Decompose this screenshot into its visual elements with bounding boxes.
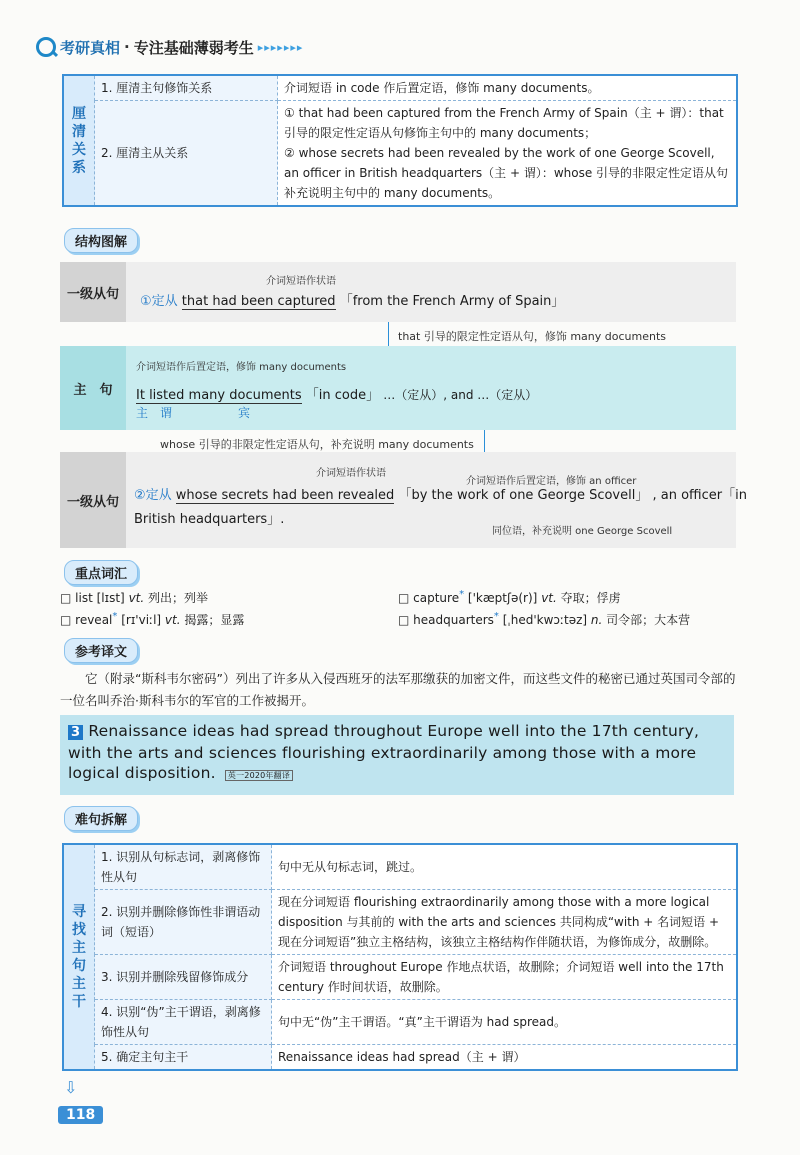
band-1-body [126, 262, 736, 322]
vocab-star-reveal: * [112, 611, 118, 622]
relation-side-label: 厘 清 关 系 [63, 75, 95, 206]
vocab-phon-headquarters: [ˌhed'kwɔːtəz] [502, 613, 588, 627]
analysis-row-1-content: 句中无从句标志词，跳过。 [272, 844, 738, 890]
band-3-body [126, 452, 747, 548]
vocab-item-capture: □ capture* ['kæptʃə(r)] vt. 夺取；俘虏 [398, 589, 621, 605]
relation-row-2-content [278, 101, 738, 207]
vocab-star-headquarters: * [493, 611, 499, 622]
vocab-pos-capture: vt. [541, 591, 557, 605]
vocab-item-reveal: □ reveal* [rɪ'viːl] vt. 揭露；显露 [60, 611, 245, 627]
band-3-level: 一级从句 [60, 452, 126, 548]
structure-band-3 [60, 452, 747, 548]
header-tagline: 专注基础薄弱考生 [133, 38, 254, 57]
analysis-row-4-content: 句中无“伪”主干谓语。“真”主干谓语为 had spread。 [272, 1000, 738, 1045]
sentence-3-text: Renaissance ideas had spread throughout Europe well into the 17th century, with the arts and sciences flourishing extraordinarily among those with a more logical disposition. [68, 722, 700, 782]
band-3-bracket-1: 「by the work of one George Scovell」 [398, 488, 649, 503]
connector-note-2: whose 引导的非限定性定语从句，补充说明 many documents [160, 438, 474, 451]
analysis-row-5-content: Renaissance ideas had spread（主 + 谓） [272, 1045, 738, 1071]
analysis-side-label: 寻 找 主 句 主 干 [63, 844, 95, 1070]
band-1-bracket: 「from the French Army of Spain」 [339, 294, 565, 309]
sentence-3-source: 英一2020年翻译 [225, 770, 293, 781]
vocab-star-capture: * [459, 589, 465, 600]
vocab-word-capture: capture [413, 591, 460, 605]
translation-badge: 参考译文 [64, 638, 138, 663]
page-number: 118 [58, 1106, 103, 1124]
band-3-marker: ②定从 [134, 488, 172, 503]
band-2-tail: …（定从）, and …（定从） [383, 388, 538, 402]
band-3-sentence [134, 484, 747, 503]
band-2-predicate-label: 谓 [160, 406, 173, 420]
analysis-row-3-label: 3. 识别并删除残留修饰成分 [95, 955, 272, 1000]
band-2-main-clause: It listed many documents [136, 388, 302, 403]
page-header [36, 34, 303, 60]
vocab-word-headquarters: headquarters [413, 613, 494, 627]
band-2-sentence [136, 384, 537, 403]
vocab-phon-list: [lɪst] [96, 591, 125, 605]
vocab-def-headquarters: 司令部；大本营 [606, 613, 691, 627]
band-1-sentence [140, 290, 564, 309]
vocab-pos-reveal: vt. [164, 613, 181, 627]
band-1-marker: ①定从 [140, 294, 178, 309]
vocab-def-reveal: 揭露；显露 [184, 613, 245, 627]
band-1-clause: that had been captured [181, 294, 336, 309]
relation-row-2-part-1: ① that had been captured from the French Army of Spain（主 + 谓）：that 引导的限定性定语从句修饰主句中的 many documents； [284, 106, 724, 140]
vocab-def-list: 列出；列举 [148, 591, 209, 605]
search-logo-icon [36, 37, 56, 57]
sentence-3-number: 3 [68, 725, 83, 740]
analysis-row-2-content: 现在分词短语 flourishing extraordinarily among those with a more logical disposition 与其前的 with the arts and sciences 共同构成“with + 名词短语 + 现在分词短语”独立主格结构，该独立主格结构作伴随状语，为修饰成分，故删除。 [272, 890, 738, 955]
vocab-item-headquarters: □ headquarters* [ˌhed'kwɔːtəz] n. 司令部；大本营 [398, 611, 691, 627]
analysis-row-2-label: 2. 识别并删除修饰性非谓语动词（短语） [95, 890, 272, 955]
analysis-badge: 难句拆解 [64, 806, 138, 831]
band-2-object-label: 宾 [238, 406, 251, 420]
connector-line-2 [484, 430, 485, 452]
analysis-row-4-label: 4. 识别“伪”主干谓语，剥离修饰性从句 [95, 1000, 272, 1045]
connector-note-1: that 引导的限定性定语从句，修饰 many documents [398, 330, 666, 343]
sentence-3-box [60, 715, 734, 795]
relation-row-1-content: 介词短语 in code 作后置定语，修饰 many documents。 [278, 75, 738, 101]
down-arrow-icon: ⇩ [64, 1078, 78, 1097]
band-3-mid: , an officer「in [652, 488, 747, 503]
band-2-body [126, 346, 736, 430]
band-3-note-1: 介词短语作状语 [316, 468, 386, 479]
vocab-phon-reveal: [rɪ'viːl] [121, 613, 162, 627]
vocab-def-capture: 夺取；俘虏 [560, 591, 621, 605]
band-3-clause: whose secrets had been revealed [175, 488, 395, 503]
vocab-pos-headquarters: n. [590, 613, 603, 627]
band-2-bracket: 「in code」 [305, 388, 380, 403]
band-2-level: 主 句 [60, 346, 126, 430]
structure-band-1 [60, 262, 736, 322]
relation-table [62, 74, 738, 207]
analysis-table [62, 843, 738, 1071]
vocab-word-reveal: reveal [75, 613, 113, 627]
vocab-word-list: list [75, 591, 93, 605]
band-2-note: 介词短语作后置定语，修饰 many documents [136, 362, 347, 373]
analysis-row-1-label: 1. 识别从句标志词，剥离修饰性从句 [95, 844, 272, 890]
band-3-line-2: British headquarters」. [134, 512, 285, 527]
band-3-note-2: 介词短语作后置定语，修饰 an officer [466, 476, 637, 487]
vocab-phon-capture: ['kæptʃə(r)] [467, 591, 538, 605]
brand-name: 考研真相 [60, 38, 121, 57]
structure-badge: 结构图解 [64, 228, 138, 253]
band-2-subject-label: 主 [136, 406, 149, 420]
band-3-note-3: 同位语，补充说明 one George Scovell [492, 526, 673, 537]
header-arrows-icon: ▸▸▸▸▸▸▸ [257, 40, 304, 54]
analysis-row-3-content: 介词短语 throughout Europe 作地点状语，故删除；介词短语 well into the 17th century 作时间状语，故删除。 [272, 955, 738, 1000]
band-1-level: 一级从句 [60, 262, 126, 322]
vocab-badge: 重点词汇 [64, 560, 138, 585]
analysis-row-5-label: 5. 确定主句主干 [95, 1045, 272, 1071]
translation-text: 它（附录“斯科韦尔密码”）列出了许多从入侵西班牙的法军那缴获的加密文件，而这些文件的秘密已通过英国司令部的一位名叫乔治·斯科韦尔的军官的工作被揭开。 [60, 671, 736, 708]
header-separator: · [124, 38, 130, 56]
vocab-pos-list: vt. [128, 591, 145, 605]
relation-row-2-label: 2. 厘清主从关系 [95, 101, 278, 207]
relation-row-1-label: 1. 厘清主句修饰关系 [95, 75, 278, 101]
vocab-item-list: □ list [lɪst] vt. 列出；列举 [60, 591, 209, 605]
relation-row-2-part-2: ② whose secrets had been revealed by the work of one George Scovell, an officer in British headquarters（主 + 谓）：whose 引导的非限定性定语从句补充说明主句中的 many documents。 [284, 146, 729, 200]
connector-line-1 [388, 322, 389, 346]
band-1-note: 介词短语作状语 [266, 276, 336, 287]
structure-band-2 [60, 346, 736, 430]
